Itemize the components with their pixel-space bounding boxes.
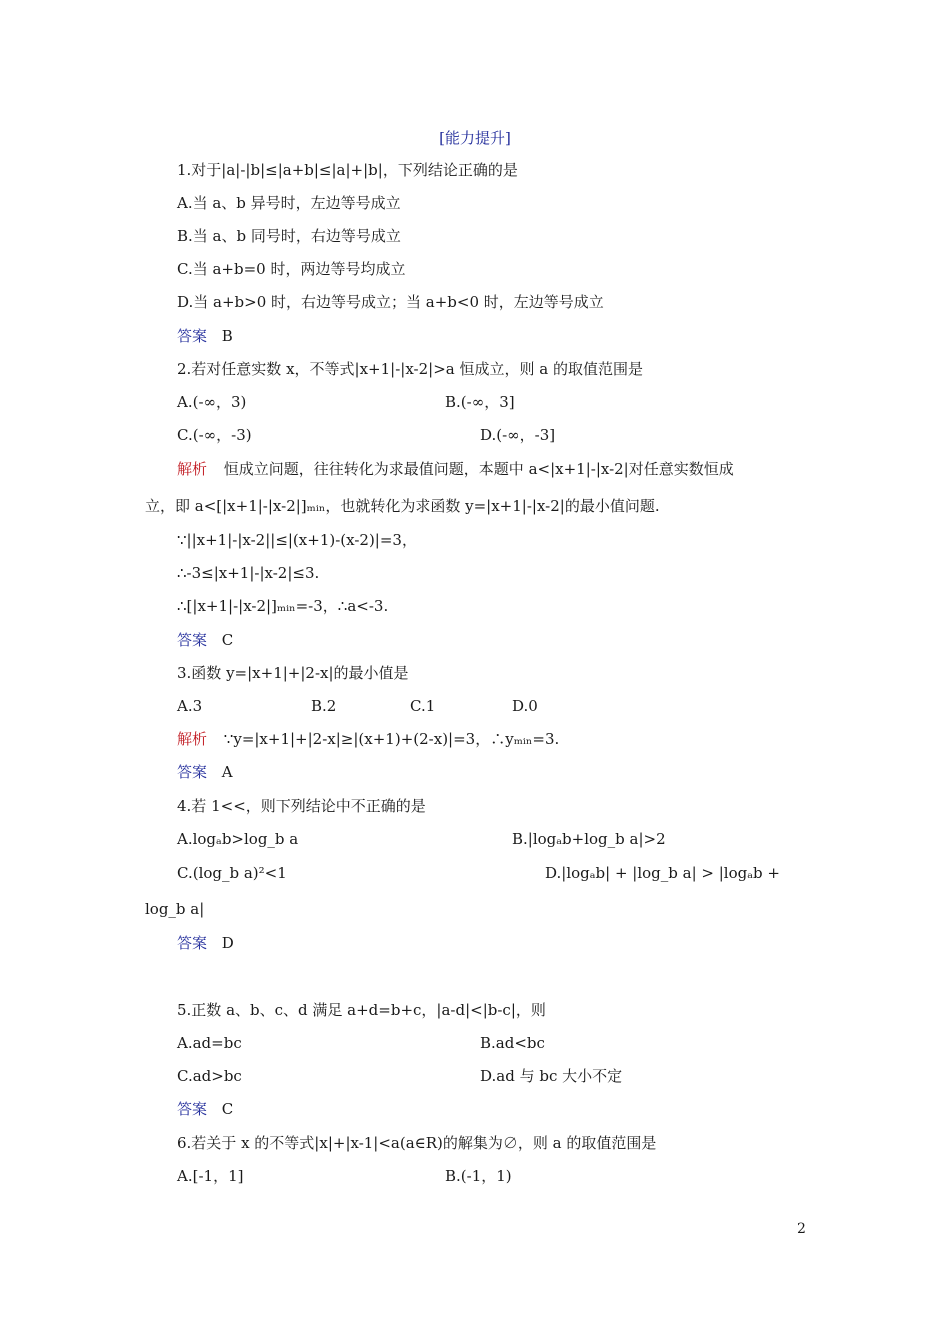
q4-option-d: D.|logₐb| + |log_b a| > |logₐb + [545, 864, 780, 882]
answer-value: C [221, 1100, 234, 1118]
q4-answer [177, 933, 234, 953]
q2-option-d: D.(-∞，-3] [480, 426, 556, 444]
q1-option-c: C.当 a+b=0 时，两边等号均成立 [177, 260, 406, 278]
q5-stem: 5.正数 a、b、c、d 满足 a+d=b+c，|a-d|<|b-c|，则 [177, 1001, 546, 1019]
q5-option-a: A.ad=bc [177, 1034, 242, 1052]
q6-option-a: A.[-1，1] [177, 1167, 244, 1185]
answer-label: 答案 [177, 327, 208, 345]
page-number: 2 [797, 1221, 806, 1237]
q2-step1: ∵||x+1|-|x-2||≤|(x+1)-(x-2)|=3， [177, 531, 417, 549]
q2-option-b: B.(-∞，3] [445, 393, 515, 411]
q3-option-c: C.1 [410, 697, 436, 715]
q4-option-d-continued: log_b a| [145, 900, 205, 918]
analysis-label: 解析 [177, 730, 208, 748]
q1-option-b: B.当 a、b 同号时，右边等号成立 [177, 227, 401, 245]
q1-stem: 1.对于|a|-|b|≤|a+b|≤|a|+|b|，下列结论正确的是 [177, 161, 518, 179]
q1-option-d: D.当 a+b>0 时，右边等号成立；当 a+b<0 时，左边等号成立 [177, 293, 604, 311]
q5-option-d: D.ad 与 bc 大小不定 [480, 1067, 623, 1085]
q2-analysis-line2: 立，即 a<[|x+1|-|x-2|]ₘᵢₙ，也就转化为求函数 y=|x+1|-|x-2|的最小值问题. [145, 497, 660, 515]
q3-option-d: D.0 [512, 697, 538, 715]
q2-step2: ∴-3≤|x+1|-|x-2|≤3. [177, 564, 320, 582]
q4-stem: 4.若 1<<，则下列结论中不正确的是 [177, 797, 426, 815]
answer-value: B [221, 327, 233, 345]
q2-option-c: C.(-∞，-3) [177, 426, 252, 444]
answer-value: C [221, 631, 234, 649]
q2-answer [177, 630, 233, 650]
q2-step3: ∴[|x+1|-|x-2|]ₘᵢₙ=-3，∴a<-3. [177, 597, 389, 615]
q1-answer [177, 326, 233, 346]
answer-label: 答案 [177, 1100, 208, 1118]
q3-analysis [177, 729, 559, 749]
q3-option-b: B.2 [311, 697, 337, 715]
q4-option-b: B.|logₐb+log_b a|>2 [512, 830, 666, 848]
q4-option-c: C.(log_b a)²<1 [177, 864, 287, 882]
q3-option-a: A.3 [177, 697, 203, 715]
q4-option-a: A.logₐb>log_b a [177, 830, 299, 848]
q2-option-a: A.(-∞，3) [177, 393, 247, 411]
q2-stem: 2.若对任意实数 x，不等式|x+1|-|x-2|>a 恒成立，则 a 的取值范围是 [177, 360, 643, 378]
answer-value: A [221, 763, 233, 781]
section-title: [能力提升] [439, 129, 511, 147]
analysis-label: 解析 [177, 460, 208, 478]
q6-option-b: B.(-1，1) [445, 1167, 512, 1185]
q1-option-a: A.当 a、b 异号时，左边等号成立 [177, 194, 401, 212]
q5-answer [177, 1099, 233, 1119]
answer-label: 答案 [177, 631, 208, 649]
q6-stem: 6.若关于 x 的不等式|x|+|x-1|<a(a∈R)的解集为∅，则 a 的取值范围是 [177, 1134, 657, 1152]
q3-stem: 3.函数 y=|x+1|+|2-x|的最小值是 [177, 664, 409, 682]
answer-label: 答案 [177, 934, 208, 952]
answer-label: 答案 [177, 763, 208, 781]
q5-option-c: C.ad>bc [177, 1067, 242, 1085]
analysis-text: 恒成立问题，往往转化为求最值问题，本题中 a<|x+1|-|x-2|对任意实数恒成 [223, 460, 734, 478]
q3-answer [177, 762, 233, 782]
analysis-text: ∵y=|x+1|+|2-x|≥|(x+1)+(2-x)|=3，∴yₘᵢₙ=3. [223, 730, 560, 748]
q5-option-b: B.ad<bc [480, 1034, 545, 1052]
answer-value: D [221, 934, 234, 952]
q2-analysis [177, 459, 734, 479]
